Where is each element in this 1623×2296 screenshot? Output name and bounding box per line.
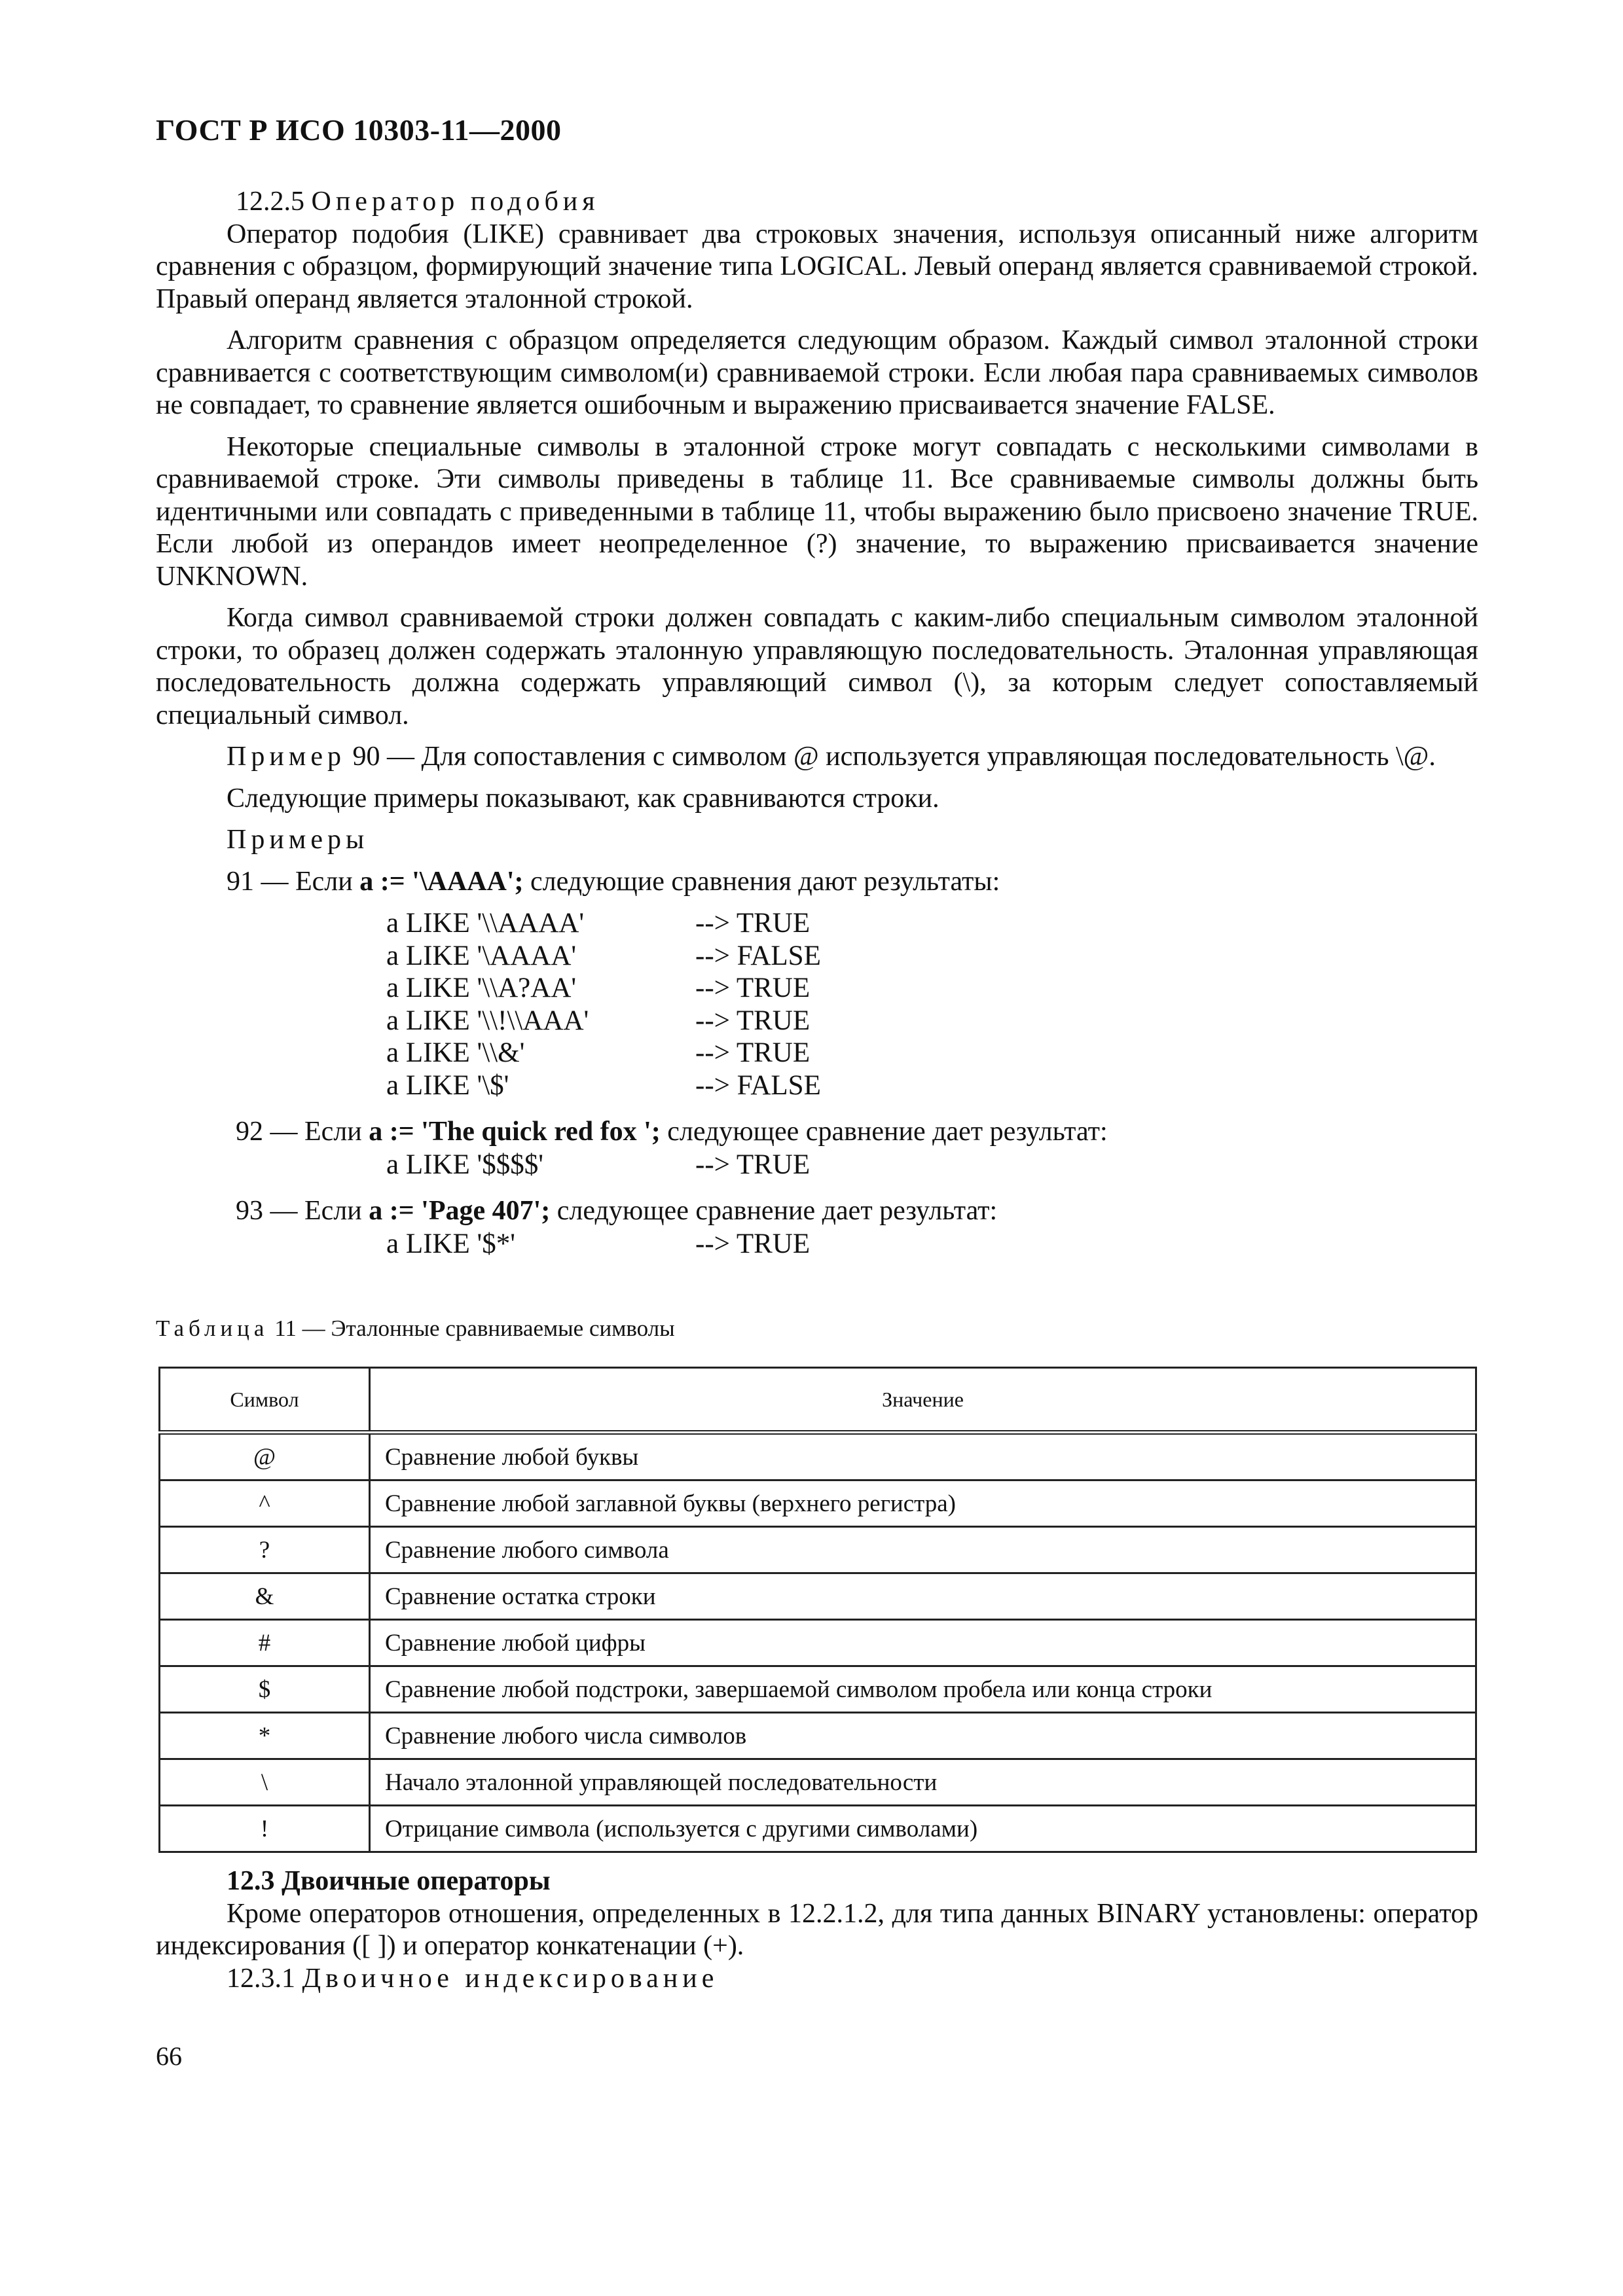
table-row [160,1573,1476,1620]
section-heading [156,186,1478,219]
code-result: --> TRUE [695,908,811,939]
table-row [160,1666,1476,1713]
example-91-assignment: a := '\AAAA'; [359,866,524,897]
meaning-cell: Сравнение любой цифры [370,1620,1476,1666]
meaning-cell: Сравнение любой заглавной буквы (верхнего регистра) [370,1480,1476,1527]
paragraph: Оператор подобия (LIKE) сравнивает два строковых значения, используя описанный ниже алгоритм сравнения с образцом, формирующий значение типа LOGICAL. Левый операнд является сравниваемой строкой. Правый операнд является эталонной строкой. [156,219,1478,314]
example-91-code [386,907,1478,1102]
code-result: --> FALSE [695,1069,821,1101]
example-92-code [386,1149,1478,1181]
symbol-cell: ? [160,1527,370,1573]
example-text: 90 — Для сопоставления с символом @ используется управляющая последовательность \@. [352,742,1436,772]
examples-label: Примеры [227,825,369,855]
table-caption [156,1316,675,1342]
table-header-row [160,1368,1476,1433]
symbol-cell: * [160,1713,370,1759]
code-expr: a LIKE '\\A?AA' [386,973,577,1003]
symbol-cell: \ [160,1759,370,1806]
column-header-meaning: Значение [370,1368,1476,1433]
table-row [160,1806,1476,1852]
example-93-intro: 93 — Если a := 'Page 407'; следующее сравнение дает результат: [236,1196,998,1226]
code-result: --> FALSE [695,940,821,971]
table-row [160,1480,1476,1527]
meaning-cell: Сравнение любой буквы [370,1433,1476,1480]
section-title: Оператор подобия [311,187,600,217]
symbol-cell: $ [160,1666,370,1713]
symbol-cell: ! [160,1806,370,1852]
example-93-assignment: a := 'Page 407'; [369,1196,551,1226]
section-heading: 12.3 Двоичные операторы [227,1866,551,1896]
table-caption-label: Таблица [156,1316,269,1341]
code-expr: a LIKE '\\AAAA' [386,908,585,939]
meaning-cell: Сравнение любой подстроки, завершаемой символом пробела или конца строки [370,1666,1476,1713]
section-12-3 [156,1865,1478,1995]
subsection-title: Двоичное индексирование [302,1963,719,1994]
document-header: ГОСТ Р ИСО 10303-11—2000 [156,113,562,147]
example-91-intro: 91 — Если a := '\AAAA'; следующие сравнения дают результаты: [227,866,1000,897]
subsection-number: 12.3.1 [227,1963,295,1994]
meaning-cell: Сравнение любого символа [370,1527,1476,1573]
paragraph: Кроме операторов отношения, определенных в 12.2.1.2, для типа данных BINARY установлены: оператор индексирования ([ ]) и оператор конкатенации (+). [156,1898,1478,1961]
column-header-symbol: Символ [160,1368,370,1433]
code-result: --> TRUE [695,1149,811,1180]
code-expr: a LIKE '\AAAA' [386,940,577,971]
section-12-2-5 [156,186,1478,1260]
symbol-cell: # [160,1620,370,1666]
table-row [160,1713,1476,1759]
example-90 [156,741,1478,774]
symbols-table [158,1367,1477,1853]
code-result: --> TRUE [695,1228,811,1259]
code-result: --> TRUE [695,1005,811,1036]
code-result: --> TRUE [695,1037,811,1068]
meaning-cell: Сравнение остатка строки [370,1573,1476,1620]
example-92-assignment: a := 'The quick red fox '; [369,1117,661,1147]
example-93-code [386,1228,1478,1261]
examples-heading [156,824,1478,857]
code-expr: a LIKE '\$' [386,1069,509,1101]
page-number: 66 [156,2041,182,2071]
code-expr: a LIKE '$$$$' [386,1149,543,1180]
section-number: 12.2.5 [236,187,304,217]
meaning-cell: Отрицание символа (используется с другими символами) [370,1806,1476,1852]
code-expr: a LIKE '\\&' [386,1037,525,1068]
example-92-intro: 92 — Если a := 'The quick red fox '; следующее сравнение дает результат: [236,1117,1108,1147]
table-row [160,1433,1476,1480]
table-row [160,1527,1476,1573]
symbol-cell: @ [160,1433,370,1480]
subsection-heading [156,1963,1478,1996]
paragraph: Алгоритм сравнения с образцом определяется следующим образом. Каждый символ эталонной строки сравнивается с соответствующим символом(и) сравниваемой строки. Если любая пара сравниваемых символов не совпадает, то сравнение является ошибочным и выражению присваивается значение FALSE. [156,325,1478,420]
examples-intro: Следующие примеры показывают, как сравниваются строки. [227,783,939,814]
code-expr: a LIKE '$*' [386,1228,515,1259]
meaning-cell: Сравнение любого числа символов [370,1713,1476,1759]
paragraph: Когда символ сравниваемой строки должен совпадать с каким-либо специальным символом эталонной строки, то образец должен содержать эталонную управляющую последовательность. Эталонная управляющая последовательность должна содержать управляющий символ (\), за которым следует сопоставляемый специальный символ. [156,603,1478,730]
example-label: Пример [227,742,346,772]
table-row [160,1620,1476,1666]
table-row [160,1759,1476,1806]
table-caption-text: 11 — Эталонные сравниваемые символы [274,1316,675,1341]
symbol-cell: ^ [160,1480,370,1527]
paragraph: Некоторые специальные символы в эталонной строке могут совпадать с несколькими символами в сравниваемой строке. Эти символы приведены в таблице 11. Все сравниваемые символы должны быть идентичными или совпадать с приведенными в таблице 11, чтобы выражению было присвоено значение TRUE. Если любой из операндов имеет неопределенное (?) значение, то выражению присваивается значение UNKNOWN. [156,431,1478,592]
symbol-cell: & [160,1573,370,1620]
code-result: --> TRUE [695,973,811,1003]
meaning-cell: Начало эталонной управляющей последовательности [370,1759,1476,1806]
code-expr: a LIKE '\\!\\AAA' [386,1005,589,1036]
